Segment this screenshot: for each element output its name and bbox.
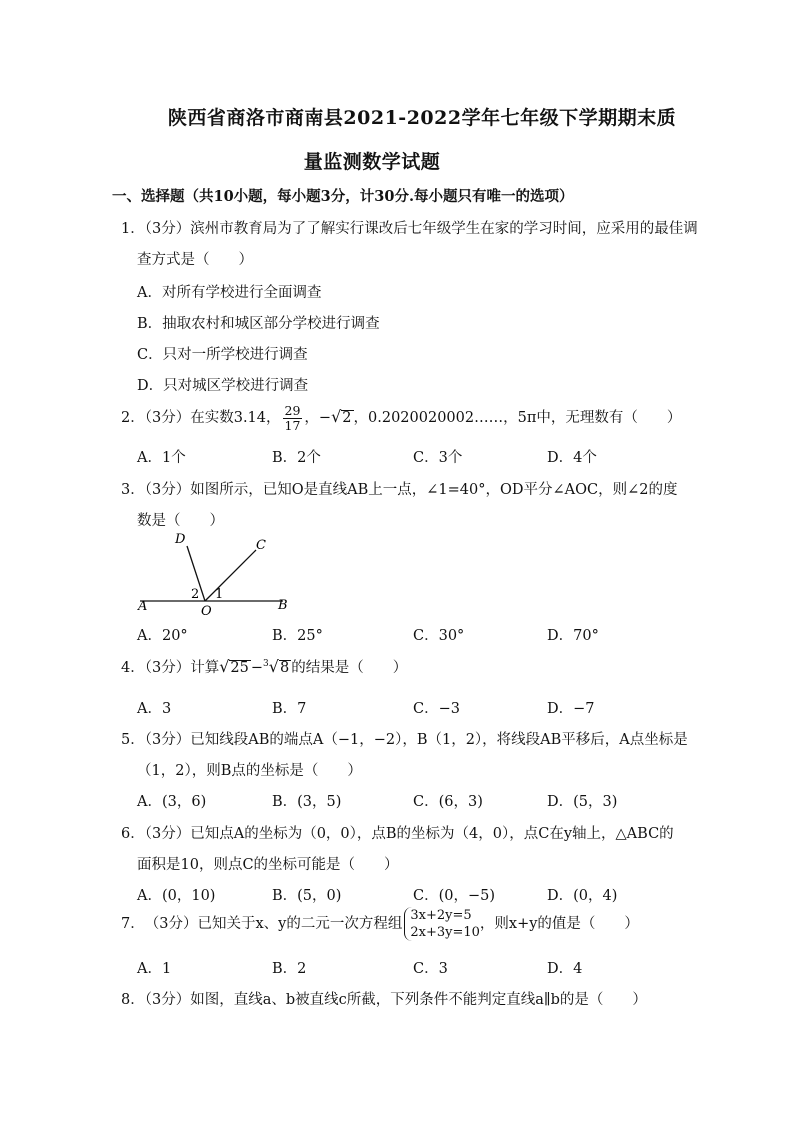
cube-root-argument: 8 (279, 660, 290, 676)
question-6-option-a: A．(0，10) (137, 888, 216, 904)
question-6-continuation: 面积是10，则点C的坐标可能是（ ） (137, 857, 399, 873)
cube-root-symbol: √ (268, 657, 279, 676)
fraction (283, 404, 303, 433)
question-text-a: 在实数3.14， (190, 410, 281, 426)
cube-root-index: 3 (263, 659, 269, 670)
question-number: 8． (121, 992, 145, 1008)
question-3-option-b: B．25° (272, 628, 323, 644)
question-3-continuation: 数是（ ） (137, 513, 224, 529)
question-1 (121, 217, 698, 238)
question-text-c: ，0.2020020002……，5π中，无理数有（ ） (353, 410, 682, 426)
question-5-continuation: （1，2），则B点的坐标是（ ） (137, 763, 362, 779)
label-c: C (256, 538, 266, 553)
question-score: （3分） (144, 660, 191, 676)
question-7-option-a: A．1 (137, 961, 172, 977)
question-5-option-c: C．(6，3) (413, 794, 483, 810)
question-4-option-b: B．7 (272, 701, 307, 717)
section-heading: 一、选择题（共10小题，每小题3分，计30分.每小题只有唯一的选项） (112, 188, 574, 205)
question-1-option-c: C．只对一所学校进行调查 (137, 347, 308, 363)
question-1-option-b: B．抽取农村和城区部分学校进行调查 (137, 316, 380, 332)
minus-sign: − (250, 660, 264, 676)
sqrt-argument: 2 (342, 410, 352, 426)
question-text-a: 计算 (190, 660, 220, 676)
question-number: 5． (121, 732, 145, 748)
fraction-numerator: 29 (284, 402, 301, 418)
question-text: 如图所示，已知O是直线AB上一点，∠1=40°，OD平分∠AOC，则∠2的度 (190, 482, 678, 498)
question-score: （3分） (144, 916, 198, 932)
question-2-option-a: A．1个 (137, 450, 186, 466)
question-number: 4． (121, 660, 145, 676)
question-number: 7． (121, 916, 145, 932)
question-7 (121, 907, 639, 941)
question-6-option-d: D．(0，4) (547, 888, 618, 904)
question-number: 2． (121, 410, 145, 426)
question-6 (121, 822, 674, 843)
question-text: 滨州市教育局为了了解实行课改后七年级学生在家的学习时间，应采用的最佳调 (190, 221, 698, 237)
label-d: D (175, 532, 186, 547)
label-b: B (278, 598, 288, 613)
question-8 (121, 988, 647, 1009)
question-1-continuation: 查方式是（ ） (137, 252, 253, 268)
question-4-option-a: A．3 (137, 701, 172, 717)
angle-figure (135, 530, 315, 620)
question-3-option-a: A．20° (137, 628, 188, 644)
question-4-option-d: D．−7 (547, 701, 595, 717)
title-line-2: 量监测数学试题 (303, 151, 441, 173)
equation-system (404, 907, 480, 941)
sqrt-symbol: √ (331, 407, 342, 426)
question-7-option-b: B．2 (272, 961, 307, 977)
question-5-option-a: A．(3，6) (137, 794, 207, 810)
question-score: （3分） (144, 826, 191, 842)
question-3-option-c: C．30° (413, 628, 465, 644)
question-2 (121, 400, 681, 435)
question-text-b: ， (304, 410, 319, 426)
question-score: （3分） (144, 992, 191, 1008)
question-4-option-c: C．−3 (413, 701, 460, 717)
question-2-option-b: B．2个 (272, 450, 321, 466)
question-6-option-b: B．(5，0) (272, 888, 342, 904)
equation-2: 2x+3y=10 (410, 925, 480, 940)
question-6-option-c: C．(0，−5) (413, 888, 496, 904)
question-text: 如图，直线a、b被直线c所截，下列条件不能判定直线a∥b的是（ ） (190, 992, 647, 1008)
question-text-a: 已知关于x、y的二元一次方程组 (197, 916, 403, 932)
question-score: （3分） (144, 410, 191, 426)
question-score: （3分） (144, 221, 191, 237)
question-5 (121, 728, 688, 749)
question-text: 已知线段AB的端点A（−1，−2），B（1，2），将线段AB平移后，A点坐标是 (190, 732, 688, 748)
question-text-b: ，则x+y的值是（ ） (479, 916, 639, 932)
question-1-option-d: D．只对城区学校进行调查 (137, 378, 309, 394)
question-5-option-b: B．(3，5) (272, 794, 342, 810)
label-angle-1: 1 (215, 587, 224, 602)
fraction-denominator: 17 (284, 417, 301, 433)
question-7-option-c: C．3 (413, 961, 448, 977)
question-1-option-a: A．对所有学校进行全面调查 (137, 285, 322, 301)
question-number: 3． (121, 482, 145, 498)
question-number: 6． (121, 826, 145, 842)
question-3-option-d: D．70° (547, 628, 599, 644)
sqrt-symbol: √ (219, 657, 230, 676)
question-5-option-d: D．(5，3) (547, 794, 618, 810)
question-score: （3分） (144, 482, 191, 498)
question-score: （3分） (144, 732, 191, 748)
label-o: O (201, 604, 212, 619)
question-text-b: 的结果是（ ） (291, 660, 408, 676)
sqrt-argument: 25 (230, 660, 249, 676)
question-text: 已知点A的坐标为（0，0），点B的坐标为（4，0），点C在y轴上，△ABC的 (190, 826, 674, 842)
question-7-option-d: D．4 (547, 961, 583, 977)
ray-oc (205, 550, 256, 601)
question-4 (121, 656, 407, 677)
question-number: 1． (121, 221, 145, 237)
question-2-option-c: C．3个 (413, 450, 463, 466)
title-line-1: 陕西省商洛市商南县2021-2022学年七年级下学期期末质 (167, 107, 677, 129)
equation-1: 3x+2y=5 (410, 908, 472, 923)
label-a: A (138, 599, 148, 614)
negative-sign: − (318, 410, 332, 426)
label-angle-2: 2 (191, 587, 200, 602)
question-2-option-d: D．4个 (547, 450, 597, 466)
question-3 (121, 478, 677, 499)
